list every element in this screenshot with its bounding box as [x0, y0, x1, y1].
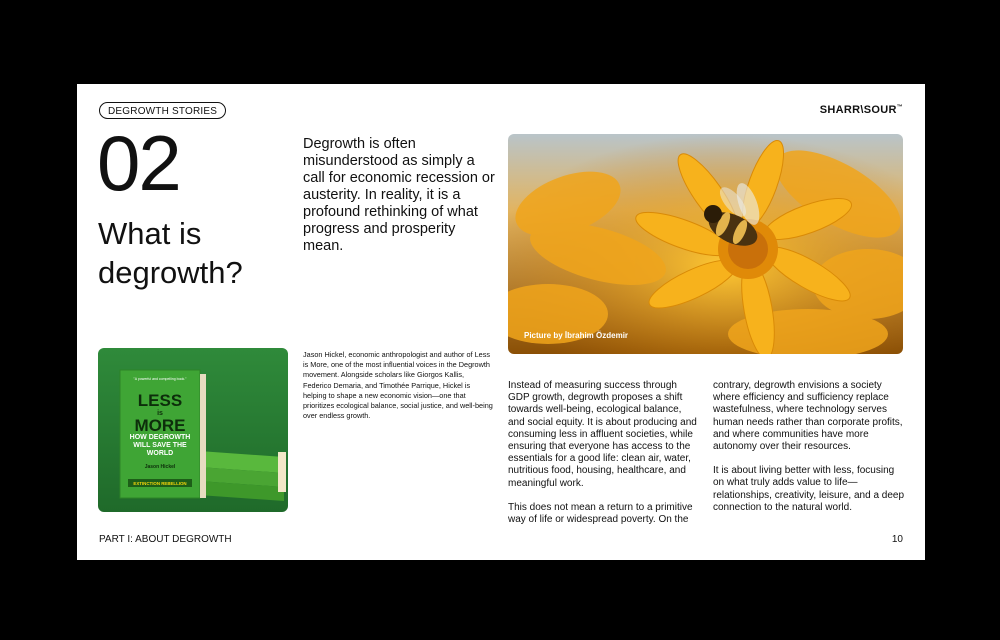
hero-photo	[508, 134, 903, 354]
book-subtitle: HOW DEGROWTH WILL SAVE THE WORLD	[129, 434, 191, 457]
page-number: 10	[891, 534, 903, 545]
book-author: Jason Hickel	[144, 464, 176, 470]
body-paragraph: This does not mean a return to a primitive way of life or widespread poverty. On the	[508, 501, 693, 526]
photo-caption: Picture by İbrahim Özdemir	[524, 331, 629, 340]
book-title-line1: LESS	[137, 391, 183, 410]
book-cover-icon	[98, 348, 288, 512]
book-title-line2: is	[157, 410, 163, 417]
body-column-2	[713, 380, 908, 526]
brand-logo	[820, 104, 903, 116]
slide-page	[77, 84, 925, 560]
chapter-number: 02	[97, 119, 180, 207]
trademark-mark: ™	[896, 104, 903, 111]
intro-paragraph: Degrowth is often misunderstood as simply a call for economic recession or austerity. In reality, it is a profound rethinking of what progress and prosperity mean.	[303, 136, 495, 254]
book-photo	[98, 348, 288, 512]
body-paragraph: Instead of measuring success through GDP growth, degrowth proposes a shift towards well-being, ecological balance, and social equity. It is about producing and consuming less in affluent societies, while ensuring that everyone has access to the essentials for a good life: clean air, water, nutritious food, housing, healthcare, and meaningful work.	[508, 380, 697, 489]
body-paragraph: It is about living better with less, focusing on what truly adds value to life—relationships, creativity, leisure, and a deep connection to the natural world.	[713, 465, 905, 513]
author-bio: Jason Hickel, economic anthropologist and author of Less is More, one of the most influential voices in the Degrowth movement. Alongside scholars like Giorgos Kallis, Federico Demaria, and Timothée Parrique, Hickel is helping to shape a new economic vision—one that prioritizes ecological balance, social justice, and well-being over endless growth.	[303, 350, 493, 421]
body-paragraph: contrary, degrowth envisions a society where efficiency and sufficiency replace wastefulness, where technology serves human needs rather than corporate profits, and where communities have more autonomy over their resources.	[713, 380, 903, 453]
body-column-1	[508, 380, 698, 538]
book-badge: EXTINCTION REBELLION	[133, 481, 187, 486]
section-tag: DEGROWTH STORIES	[99, 102, 226, 119]
brand-logo-text: SHARR\SOUR	[819, 104, 897, 116]
footer-part-label: PART I: ABOUT DEGROWTH	[99, 534, 232, 545]
book-blurb: "A powerful and compelling book."	[133, 377, 187, 381]
bee-on-flower-photo-icon	[508, 134, 903, 354]
book-title-line3: MORE	[134, 416, 186, 435]
chapter-title: What is degrowth?	[98, 216, 243, 290]
